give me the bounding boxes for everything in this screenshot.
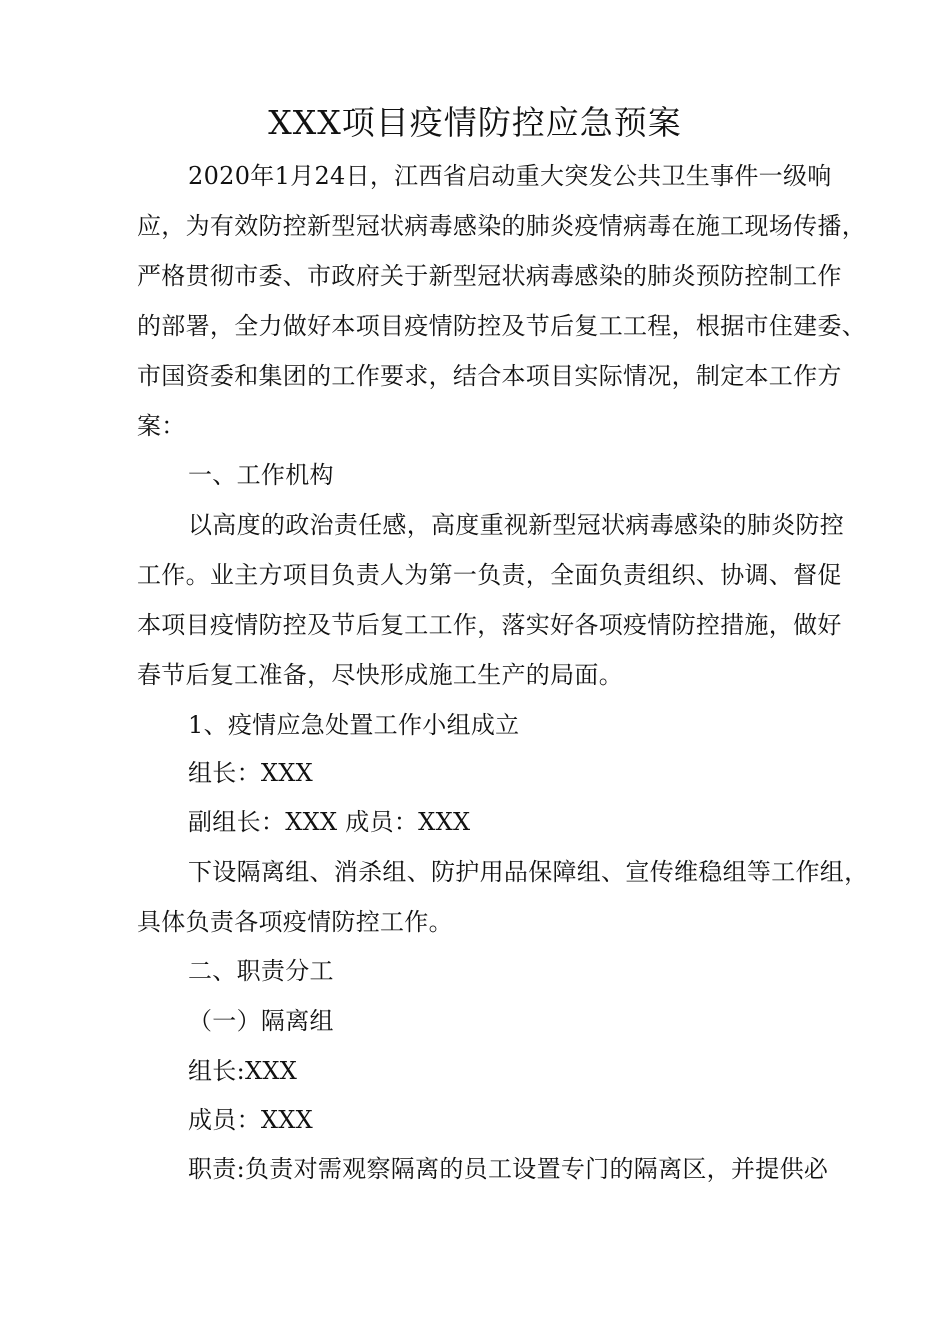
section1-line-3: 本项目疫情防控及节后复工工作，落实好各项疫情防控措施，做好 xyxy=(137,611,842,639)
deputy-and-members: 副组长：XXX 成员：XXX xyxy=(188,808,471,836)
group-leader: 组长：XXX xyxy=(188,759,314,787)
groups-line-1: 下设隔离组、消杀组、防护用品保障组、宣传维稳组等工作组， xyxy=(188,858,869,886)
section1-line-2: 工作。业主方项目负责人为第一负责，全面负责组织、协调、督促 xyxy=(137,561,842,589)
subsection1-heading: 1、疫情应急处置工作小组成立 xyxy=(188,711,520,739)
intro-line-5: 市国资委和集团的工作要求，结合本项目实际情况，制定本工作方 xyxy=(137,362,842,390)
section1-line-1: 以高度的政治责任感，高度重视新型冠状病毒感染的肺炎防控 xyxy=(188,511,845,539)
intro-line-4: 的部署，全力做好本项目疫情防控及节后复工工程，根据市住建委、 xyxy=(137,312,866,340)
section1-line-4: 春节后复工准备，尽快形成施工生产的局面。 xyxy=(137,661,623,689)
section2-heading: 二、职责分工 xyxy=(188,957,334,985)
intro-line-1: 2020年1月24日，江西省启动重大突发公共卫生事件一级响 xyxy=(188,162,832,190)
isolation-heading: （一）隔离组 xyxy=(188,1007,334,1035)
groups-line-2: 具体负责各项疫情防控工作。 xyxy=(137,908,453,936)
isolation-duty: 职责:负责对需观察隔离的员工设置专门的隔离区，并提供必 xyxy=(188,1155,829,1183)
isolation-leader: 组长:XXX xyxy=(188,1057,298,1085)
intro-line-6: 案： xyxy=(137,412,186,440)
intro-line-3: 严格贯彻市委、市政府关于新型冠状病毒感染的肺炎预防控制工作 xyxy=(137,262,842,290)
document-title: XXX项目疫情防控应急预案 xyxy=(268,103,682,142)
section1-heading: 一、工作机构 xyxy=(188,461,334,489)
isolation-members: 成员：XXX xyxy=(188,1106,314,1134)
intro-line-2: 应，为有效防控新型冠状病毒感染的肺炎疫情病毒在施工现场传播， xyxy=(137,212,866,240)
